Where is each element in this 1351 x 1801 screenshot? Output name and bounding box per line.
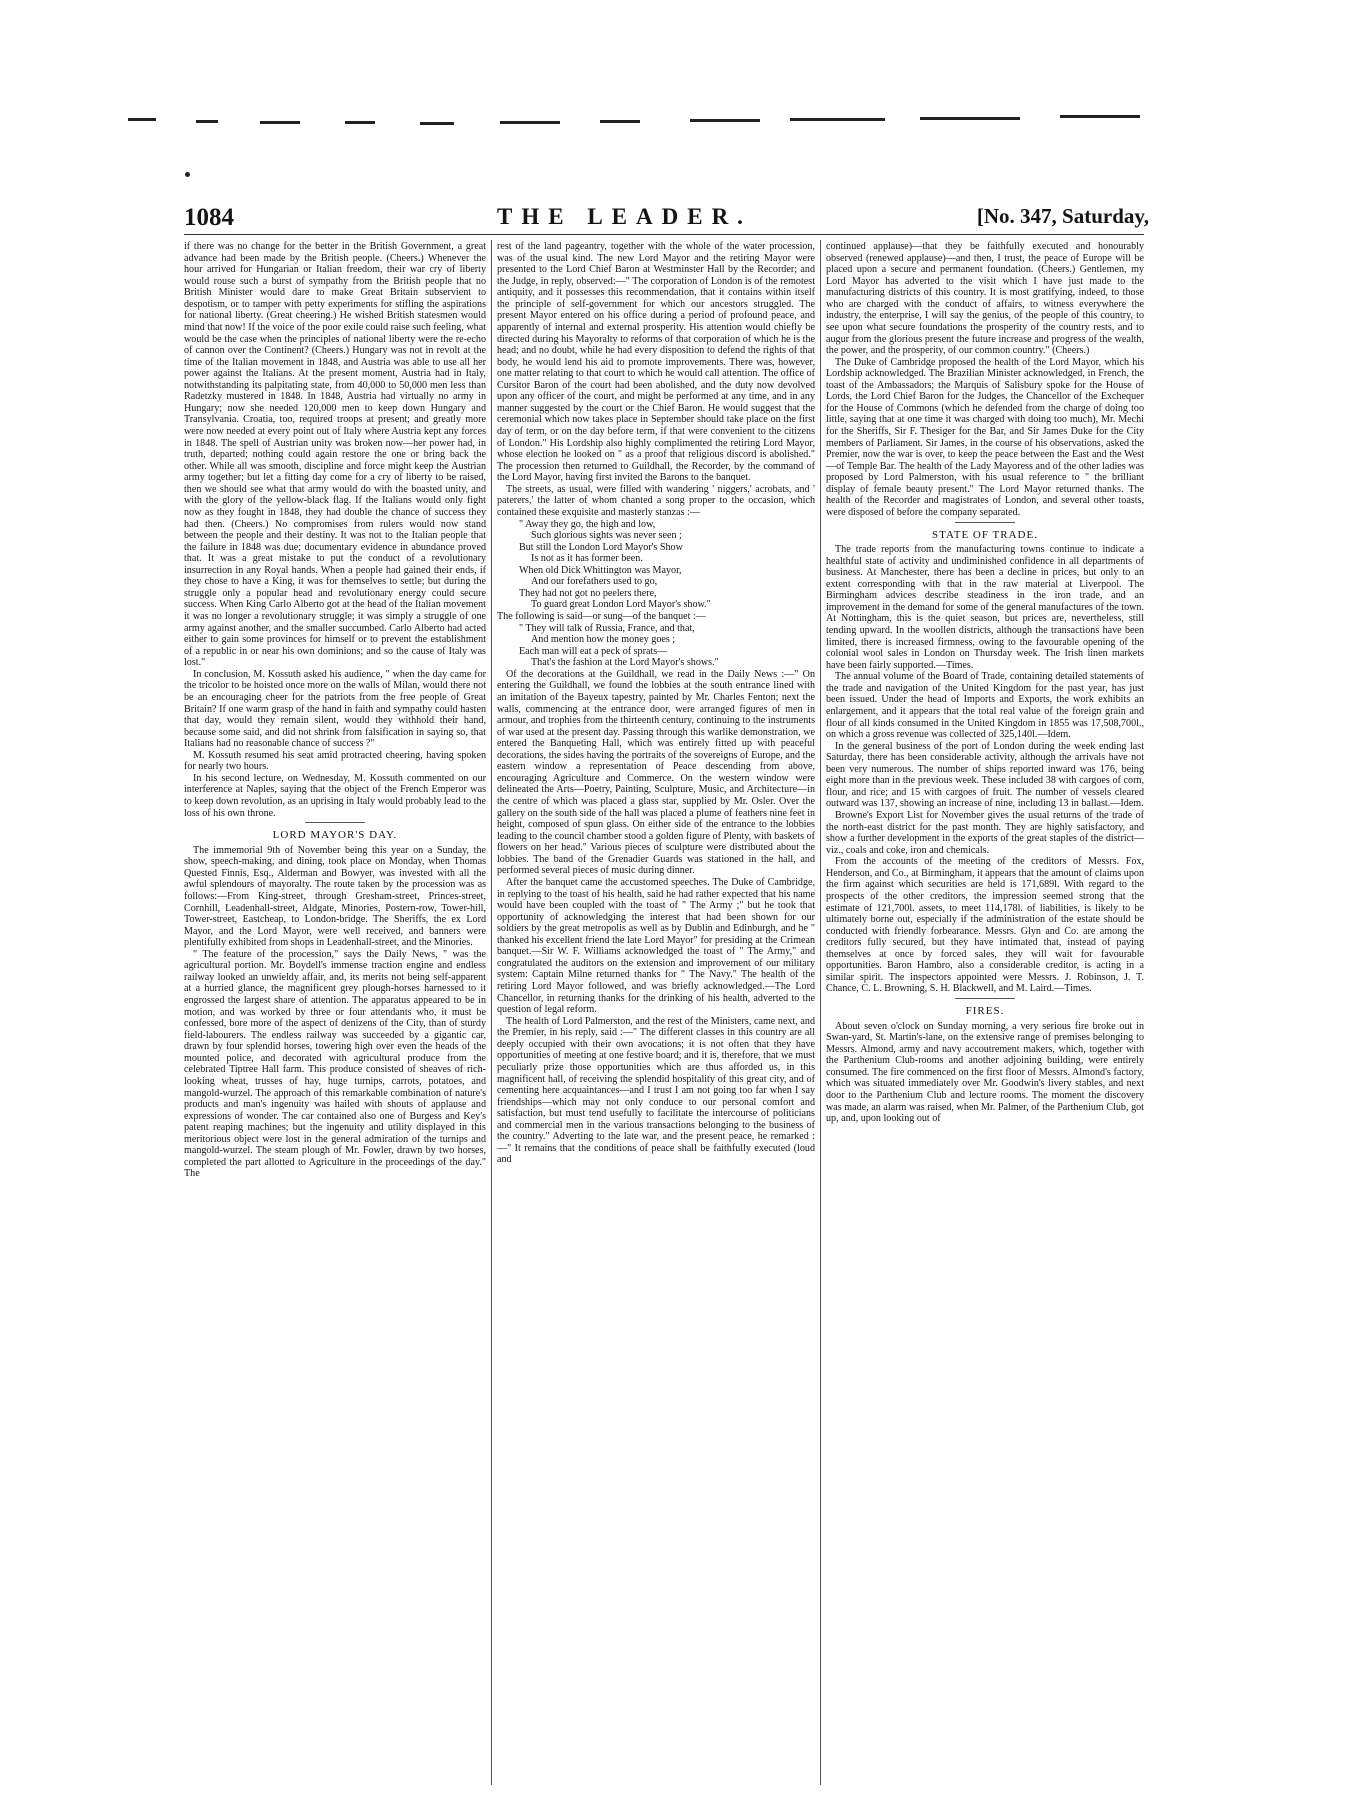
verse-line: " Away they go, the high and low, (519, 518, 656, 530)
article-paragraph: The Duke of Cambridge proposed the health of the Lord Mayor, which his Lordship acknowledged. The Brazilian Minister acknowledged, in French, the toast of the Ambassadors; the Marquis of Salisbury spoke for the House of Lords, the Lord Chief Baron for the Judges, the Chancellor of the Exchequer for the House of Commons (which he defended from the charge of doing too little, saying that at one time it was charged with doing too much), Mr. Mechi for the Sheriffs, Sir F. Thesiger for the Bar, and Sir James Duke for the City members of Parliament. Sir James, in the course of his observations, asked the Premier, now the war is over, to keep the peace between the East and the West—of Temple Bar. The health of the Lady Mayoress and of the other ladies was proposed by Lord Palmerston, with his usual reference to " the brilliant display of female beauty present." The Lord Mayor returned thanks. The health of the Recorder and magistrates of London, and several other toasts, were disposed of before the company separated. (826, 356, 1144, 518)
verse-line: They had not got no peelers there, (519, 587, 657, 599)
column-middle (497, 241, 815, 1166)
column-right (826, 241, 1144, 1125)
verse-line: Is not as it has former been. (531, 553, 643, 565)
column-left (184, 241, 486, 1180)
article-paragraph: After the banquet came the accustomed speeches. The Duke of Cambridge, in replying to the toast of his health, said he had rather expected that his name would have been coupled with the toast of " The Army ;" but he took that opportunity of acknowledging the interest that had been shown for our soldiers by the great metropolis as well as by Dublin and Edinburgh, and he " thanked his excellent friend the late Lord Mayor" for presiding at the Crimean banquet.—Sir W. F. Williams acknowledged the toast of " The Army," and congratulated the auditors on the extension and improvement of our military system: Captain Milne returned thanks for " The Navy." The health of the retiring Lord Mayor followed, and was briefly acknowledged.—The Lord Chancellor, in returning thanks for the drinking of his health, adverted to the question of legal reform. (497, 876, 815, 1016)
masthead (184, 204, 1149, 232)
article-paragraph: In the general business of the port of London during the week ending last Saturday, there has been considerable activity, although the arrivals have not been very numerous. The number of ships reported inward was 176, being eight more than in the previous week. These included 38 with cargoes of corn, flour, and rice; and 15 with cargoes of fruit. The number of vessels cleared outward was 137, showing an increase of nine, including 13 in ballast.—Idem. (826, 740, 1144, 810)
scan-mark (920, 117, 1020, 120)
article-paragraph: About seven o'clock on Sunday morning, a very serious fire broke out in Swan-yard, St. Martin's-lane, on the extensive range of premises belonging to Messrs. Almond, army and navy accoutrement makers, which, together with the Parthenium Club-rooms and another adjoining building, were entirely consumed. The fire commenced on the first floor of Messrs. Almond's factory, which was situated immediately over Mr. Goodwin's livery stables, and next door to the Parthenium Club and lecture rooms. The moment the discovery was made, an alarm was raised, when Mr. Palmer, of the Parthenium Club, got up, and, upon looking out of (826, 1020, 1144, 1125)
section-separator (305, 822, 365, 823)
scan-mark (345, 121, 375, 124)
article-paragraph: The trade reports from the manufacturing towns continue to indicate a healthful state of activity and undiminished confidence in all departments of business. At Manchester, there has been a decline in prices, but only to an extent corresponding with that in the raw material at Liverpool. The Birmingham advices describe steadiness in the iron trade, and an improvement in the demand for some of the general manufactures of the town. At Nottingham, this is the quiet season, but prices are, nevertheless, still tending upward. In the woollen districts, although the transactions have been limited, there is increased firmness, owing to the favourable opening of the colonial wool sales in London on Thursday week. The Irish linen markets have been fairly supported.—Times. (826, 544, 1144, 671)
article-paragraph: M. Kossuth resumed his seat amid protracted cheering, having spoken for nearly two hours. (184, 749, 486, 773)
article-paragraph: " The feature of the procession," says the Daily News, " was the agricultural portion. Mr. Boydell's immense traction engine and endless railway looked an unwieldy affair, and, its merits not being self-apparent at a hurried glance, the magnificent grey plough-horses harnessed to it engrossed the largest share of attention. The apparatus appeared to be in motion, and was worked by three or four attendants who, it must be confessed, bore more of the aspect of denizens of the City, than of sturdy field-labourers. The endless railway was succeeded by a gigantic car, drawn by four splendid horses, towering high over even the heads of the mounted police, and decorated with agricultural produce from the celebrated Tiptree Hall farm. This produce consisted of sheaves of rich-looking wheat, trusses of hay, huge turnips, carrots, potatoes, and mangold-wurzel. The approach of this remarkable combination of nature's products and man's ingenuity was hailed with shouts of applause and expressions of wonder. The car contained also one of Burgess and Key's patent reaping machines; but the ingenuity and utility displayed in this meritorious object were lost in the general admiration of the turnips and mangold-wurzel. The steam plough of Mr. Fowler, drawn by two horses, completed the part allotted to Agriculture in the proceedings of the day." The (184, 948, 486, 1180)
article-paragraph: The following is said—or sung—of the banquet :— (497, 611, 706, 622)
verse-stanza (497, 623, 815, 669)
article-paragraph: In conclusion, M. Kossuth asked his audience, " when the day came for the tricolor to be hoisted once more on the walls of Milan, would there not be an encouraging cheer for the patriots from the free people of Great Britain? If one warm grasp of the hand in faith and sympathy could hasten that day, would they remain silent, would they withhold their hand, because some said, and did not shrink from falsification in saying so, that Italians had no reasonable chance of success ?" (184, 668, 486, 750)
verse-line: And mention how the money goes ; (531, 634, 676, 646)
article-paragraph: The annual volume of the Board of Trade, containing detailed statements of the trade and navigation of the United Kingdom for the past year, has just been issued. Under the head of Imports and Exports, the work exhibits an enlargement, and it appears that the total real value of the foreign grain and flour of all kinds consumed in the United Kingdom in 1855 was 17,508,700l., on which a gross revenue was collected of 325,140l.—Idem. (826, 671, 1144, 741)
article-paragraph: Of the decorations at the Guildhall, we read in the Daily News :—" On entering the Guildhall, we found the lobbies at the south entrance lined with an imitation of the Bayeux tapestry, painted by Mr. Charles Fenton; next the walls, commencing at the entrance door, were arranged figures of men in armour, and trophies from the thirteenth century, continuing to the instruments of war used at the present day. Passing through this warlike demonstration, we entered the Banqueting Hall, which was entirely fitted up with peaceful decorations, the sides having the portraits of the sovereigns of Europe, and the eastern window a representation of Peace descending from above, encouraging Agriculture and Commerce. On the western window were delineated the Arts—Poetry, Painting, Sculpture, Music, and Architecture—in the centre of which was placed a glass star, supplied by Mr. Osler. Over the gallery on the south side of the hall was placed a plume of feathers nine feet in height, composed of spun glass. On either side of the entrance to the lobbies leading to the council chamber stood a golden figure of Plenty, with baskets of flowers on her head." Various pieces of sculpture were distributed about the lobbies. The band of the Grenadier Guards was stationed in the hall, and performed several pieces of music during dinner. (497, 668, 815, 877)
section-heading: STATE OF TRADE. (932, 528, 1038, 541)
article-paragraph: From the accounts of the meeting of the creditors of Messrs. Fox, Henderson, and Co., at Birmingham, it appears that the amount of claims upon the firm against which securities are held is 171,689l. With regard to the prospects of the other creditors, the impression seemed strong that the estimate of 121,700l. assets, to meet 114,178l. of liabilities, is likely to be ultimately borne out, especially if the administration of the estate should be conducted with friendly forbearance. Messrs. Glyn and Co. are among the creditors fully secured, but they have intimated that, instead of paying themselves at once by forced sales, they will wait for favourable opportunities. Baron Hambro, also a considerable creditor, is acting in a similar spirit. The inspectors appointed were Messrs. J. Robinson, J. T. Chance, C. L. Browning, S. H. Blackwell, and M. Laird.—Times. (826, 856, 1144, 995)
newspaper-title: THE LEADER. (497, 204, 752, 229)
verse-line: " They will talk of Russia, France, and that, (519, 622, 695, 634)
verse-stanza (497, 519, 815, 612)
header-rule (184, 234, 1144, 235)
scan-mark (790, 118, 885, 121)
article-paragraph: In his second lecture, on Wednesday, M. Kossuth commented on our interference at Naples, saying that the object of the French Emperor was to keep down revolution, as an uprising in Italy would probably lead to the loss of his own throne. (184, 772, 486, 819)
article-paragraph: if there was no change for the better in the British Government, a great advance had been made by the British people. (Cheers.) Whenever the hour arrived for Hungarian or Italian freedom, their war cry of liberty would rouse such a burst of sympathy from the British people that no British Minister would dare to make Great Britain subservient to despotism, or to tamper with petty experiments for stifling the aspirations for national liberty. (Great cheering.) He wished British statesmen would mind that now! If the voice of the poor exile could raise such feeling, what would be the case when the principles of national liberty were the re-echo of cannon over the Continent? (Cheers.) Hungary was not in revolt at the time of the Italian movement in 1848, and Austria was able to use all her power against the Italians. At the present moment, Austria had in Italy, notwithstanding its palpitating state, from 40,000 to 50,000 men less than Radetzky mustered in 1848. In 1848, Austria had virtually no army in Hungary; now she needed 120,000 men to keep down Hungary and Transylvania. Croatia, too, required troops at present; and greatly more were now needed at every point out of Italy where Austria kept any forces in 1848. The spell of Austrian unity was broken now—her power had, in truth, departed; nothing could again restore the one or bring back the other. While all was smooth, discipline and force might keep the Austrian army together; but let a fitting day come for a cry of liberty to be raised, then we should see what that army would do with the boasted unity, and with the glory of the yellow-black flag. If the Italians would only fight now as they fought in 1848, they had double the chance of success they had then. (Cheers.) No compromises from rulers would now stand between the people and their destiny. It was not to the Italian people that the failure in 1848 was due; documentary evidence in abundance proved that. It was a great mistake to put the conduct of a revolutionary insurrection in any Royal hands. When a people had gained their ends, if they chose to have a King, it was for themselves to settle; but during the struggle only a popular head and revolutionary energy could secure success. When King Carlo Alberto got at the head of the Italian movement it was no longer a revolutionary struggle; it was simply a struggle of one army against another, and the smaller succumbed. Carlo Alberto had acted either to gain some provinces for himself or to prevent the establishment of a republic in or near his own dominions; and so the cause of Italy was lost." (184, 241, 486, 669)
scan-mark (420, 122, 454, 125)
section-separator (955, 522, 1015, 523)
verse-line: Such glorious sights was never seen ; (531, 530, 682, 542)
column-divider (820, 240, 821, 1785)
verse-line: That's the fashion at the Lord Mayor's shows." (531, 657, 719, 669)
scan-mark (500, 121, 560, 124)
section-heading: LORD MAYOR'S DAY. (272, 829, 398, 842)
section-separator (955, 998, 1015, 999)
scan-mark (128, 118, 156, 121)
article-paragraph: The health of Lord Palmerston, and the rest of the Ministers, came next, and the Premier, in his reply, said :—" The different classes in this country are all deeply occupied with their own avocations; it is not often that they have opportunities of meeting at one festive board; and it is, therefore, that we must peculiarly prize those opportunities which are thus afforded us, in this magnificent hall, of receiving the splendid hospitality of this great city, and of cementing here acquaintances—and I trust I am not going too far when I say friendships—which may not only conduce to our personal comfort and satisfaction, but must tend usefully to facilitate the intercourse of politicians and commercial men in the various transactions belonging to the business of the country." Adverting to the late war, and the present peace, he remarked :—" It remains that the conditions of peace shall be faithfully executed (loud and (497, 1015, 815, 1166)
verse-line: Each man will eat a peck of sprats— (519, 645, 668, 657)
verse-line: And our forefathers used to go, (531, 576, 658, 588)
verse-line: To guard great London Lord Mayor's show." (531, 599, 711, 611)
ink-dot (185, 172, 190, 177)
scan-mark (196, 120, 218, 123)
article-paragraph: The streets, as usual, were filled with wandering ' niggers,' acrobats, and ' paterers,' the latter of whom chanted a song proper to the occasion, which contained these exquisite and masterly stanzas :— (497, 483, 815, 518)
scan-mark (1060, 115, 1140, 118)
article-paragraph: Browne's Export List for November gives the usual returns of the trade of the north-east district for the past month. They are highly satisfactory, and show a further development in the exports of the great staples of the district—viz., coals and coke, iron and chemicals. (826, 810, 1144, 856)
page-number: 1084 (184, 204, 234, 231)
verse-line: When old Dick Whittington was Mayor, (519, 564, 682, 576)
scan-mark (260, 121, 300, 124)
scan-mark (600, 120, 640, 123)
scan-mark (690, 119, 760, 122)
issue-label: [No. 347, Saturday, (976, 204, 1149, 228)
column-divider (491, 240, 492, 1785)
article-paragraph: The immemorial 9th of November being this year on a Sunday, the show, speech-making, and dining, took place on Monday, when Thomas Quested Finnis, Esq., Alderman and Bowyer, was invested with all the awful splendours of mayoralty. The route taken by the procession was as follows:—From King-street, through Gresham-street, Princes-street, Cornhill, Leadenhall-street, Aldgate, Minories, Postern-row, Tower-hill, Tower-street, Eastcheap, to London-bridge. The Sheriffs, the ex Lord Mayor, and the Lord Mayor, were well received, and banners were plentifully exhibited from shops in Leadenhall-street, and the Minories. (184, 844, 486, 949)
verse-line: But still the London Lord Mayor's Show (519, 541, 683, 553)
article-paragraph: rest of the land pageantry, together with the whole of the water procession, was of the usual kind. The new Lord Mayor and the retiring Mayor were presented to the Lord Chief Baron at Westminster Hall by the Recorder; and the Judge, in reply, observed:—" The corporation of London is of the remotest antiquity, and it possesses this recommendation, that it contains within itself the principle of self-government for which our ancestors struggled. The present Mayor entered on his office during a period of profound peace, and apparently of internal and external prosperity. His attention would chiefly be directed during his Mayoralty to reforms of that corporation of which he is the head; and no doubt, while he had every disposition to defend the rights of that body, he would lend his aid to promote improvements. There was, however, one matter relating to that court to which he would call attention. The office of Cursitor Baron of the court had been abolished, and the duty now devolved upon any officer of the court, and might be performed at any time, and in any manner suggested by the court or the Chief Baron. He would suggest that the ceremonial which now takes place in September should take place on the first day of term, or on the day before term, if that were convenient to the citizens of London." His Lordship also highly complimented the retiring Lord Mayor, whose election he looked on " as a proof that religious discord is abolished." The procession then returned to Guildhall, the Recorder, by the command of the Lord Mayor, having first invited the Barons to the banquet. (497, 241, 815, 484)
article-paragraph: continued applause)—that they be faithfully executed and honourably observed (renewed applause)—and then, I trust, the peace of Europe will be placed upon a secure and permanent foundation. (Cheers.) Gentlemen, my Lord Mayor has adverted to the visit which I have just made to the manufacturing districts of this country. It is most gratifying, indeed, to those who are charged with the conduct of affairs, to witness everywhere the industry, the enterprise, I will say the genius, of the people of this country, to see upon what secure foundations the prosperity of the country rests, and to augur from the glorious present the future increase and progress of the wealth, the power, and the prosperity, of our common country." (Cheers.) (826, 241, 1144, 357)
section-heading: FIRES. (965, 1005, 1005, 1017)
